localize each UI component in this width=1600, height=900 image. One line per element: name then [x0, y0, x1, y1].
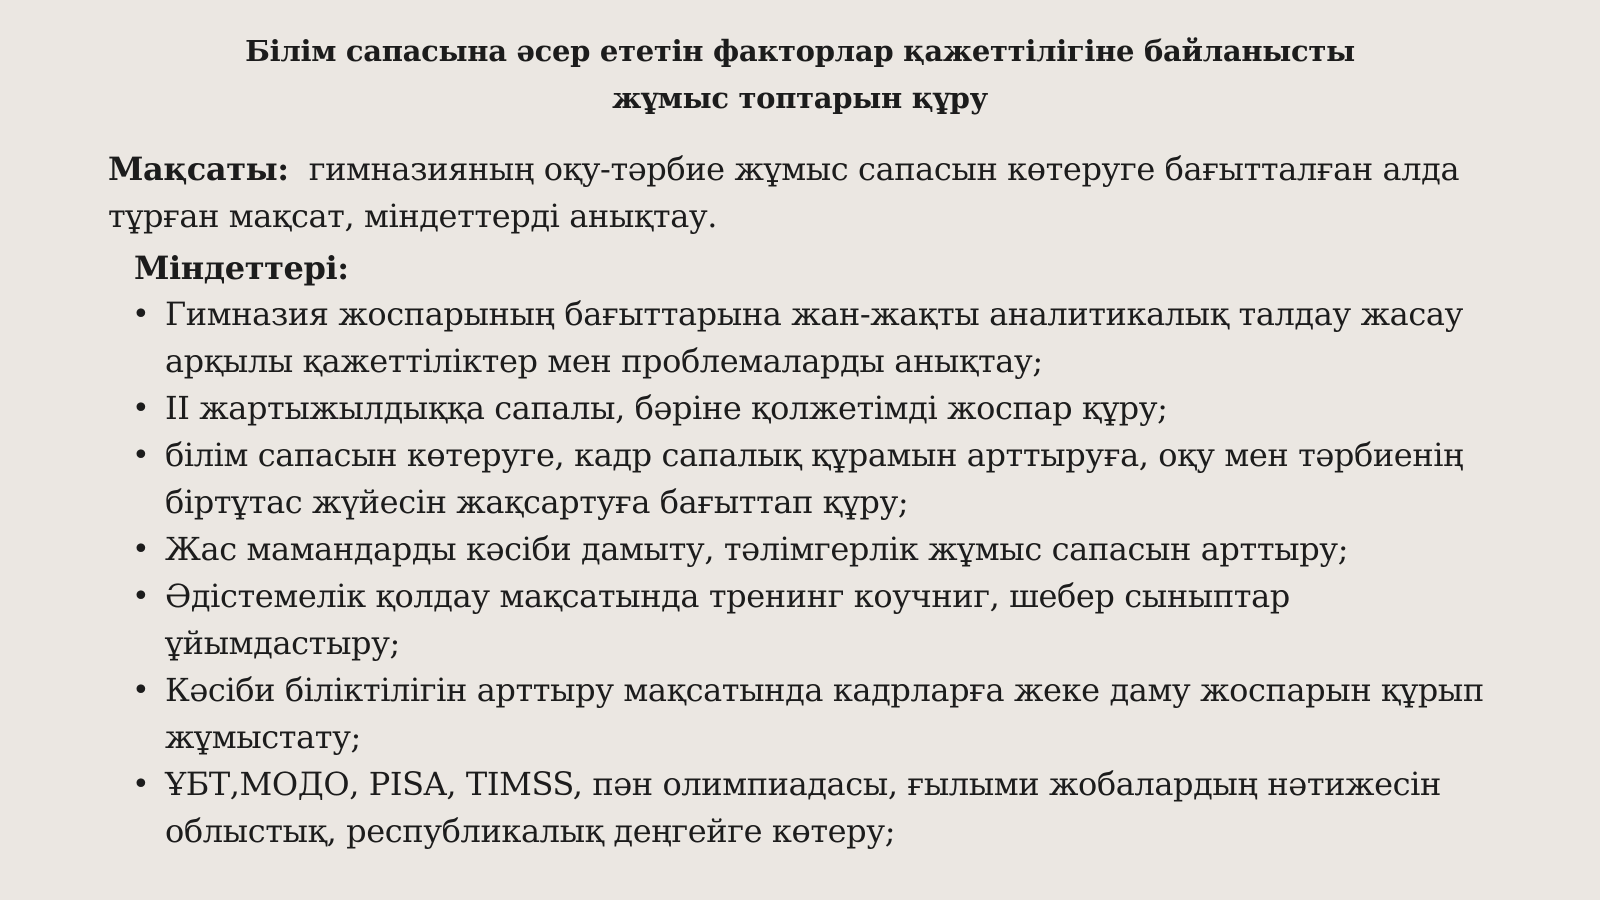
goal-line-1: [108, 146, 1548, 193]
task-item: [132, 573, 1572, 667]
goal-text-line-1: гимназияның оқу-тәрбие жұмыс сапасын көтеруге бағытталған алда: [308, 150, 1460, 188]
bullet-icon: •: [132, 532, 150, 567]
task-text-line: арқылы қажеттіліктер мен проблемаларды анықтау;: [165, 342, 1043, 380]
task-item: [132, 291, 1572, 385]
task-item: [132, 761, 1572, 855]
bullet-icon: •: [132, 297, 150, 332]
task-text-line: Әдістемелік қолдау мақсатында тренинг коучниг, шебер сыныптар: [165, 577, 1290, 615]
task-text-line: Гимназия жоспарының бағыттарына жан-жақты аналитикалық талдау жасау: [165, 295, 1463, 333]
slide-title-line-2: жұмыс топтарын құру: [612, 81, 988, 115]
bullet-icon: •: [132, 767, 150, 802]
task-text-line: облыстық, республикалық деңгейге көтеру;: [165, 812, 896, 850]
task-text-line: Кәсіби біліктілігін арттыру мақсатында кадрларға жеке даму жоспарын құрып: [165, 671, 1484, 709]
task-text-line: біртұтас жүйесін жақсартуға бағыттап құру;: [165, 483, 909, 521]
task-text-line: білім сапасын көтеруге, кадр сапалық құрамын арттыруға, оқу мен тәрбиенің: [165, 436, 1464, 474]
task-text-line: Жас мамандарды кәсіби дамыту, тәлімгерлік жұмыс сапасын арттыру;: [165, 530, 1349, 568]
slide-title-line-1: Білім сапасына әсер ететін факторлар қажеттілігіне байланысты: [245, 34, 1355, 68]
bullet-icon: •: [132, 438, 150, 473]
task-item: [132, 667, 1572, 761]
bullet-icon: •: [132, 391, 150, 426]
slide-title: [150, 28, 1450, 122]
task-list: [132, 291, 1572, 855]
tasks-heading: Міндеттері:: [134, 249, 349, 287]
task-item: [132, 432, 1572, 526]
bullet-icon: •: [132, 579, 150, 614]
task-item: [132, 526, 1572, 573]
task-text-line: жұмыстату;: [165, 718, 361, 756]
goal-paragraph: [108, 146, 1548, 240]
task-text-line: ҰБТ,МОДО, PISA, TIMSS, пән олимпиадасы, ғылыми жобалардың нәтижесін: [165, 765, 1441, 803]
task-item: [132, 385, 1572, 432]
task-text-line: ұйымдастыру;: [165, 624, 400, 662]
bullet-icon: •: [132, 673, 150, 708]
task-text-line: II жартыжылдыққа сапалы, бәріне қолжетімді жоспар құру;: [165, 389, 1168, 427]
goal-label: Мақсаты:: [108, 150, 289, 188]
goal-text-line-2: тұрған мақсат, міндеттерді анықтау.: [108, 197, 718, 235]
